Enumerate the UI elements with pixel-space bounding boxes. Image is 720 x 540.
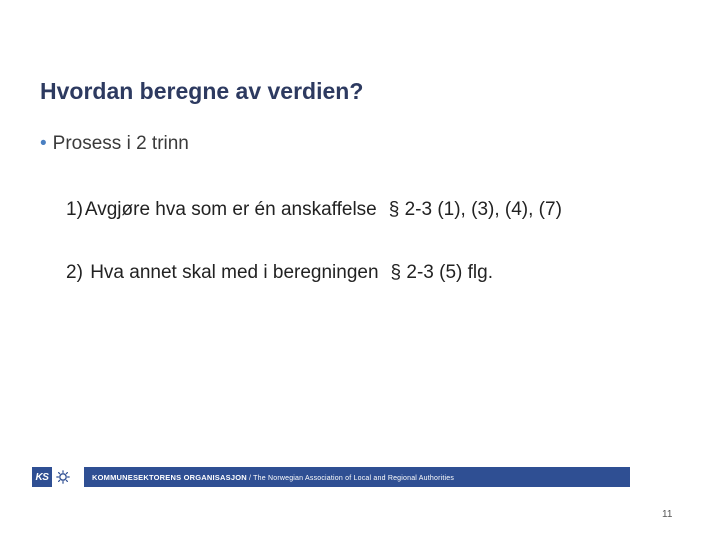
step-number: 1) bbox=[66, 199, 83, 220]
step-text: Avgjøre hva som er én anskaffelse bbox=[84, 199, 377, 220]
step-text: Hva annet skal med i beregningen bbox=[90, 262, 379, 283]
footer-text bbox=[92, 473, 454, 482]
step-reference: § 2-3 (1), (3), (4), (7) bbox=[388, 199, 562, 220]
bullet-text: Prosess i 2 trinn bbox=[52, 133, 189, 154]
bullet-item bbox=[40, 133, 189, 155]
footer-bar bbox=[84, 467, 630, 487]
step-number: 2) bbox=[66, 262, 83, 283]
bullet-marker: • bbox=[40, 133, 47, 154]
sun-icon bbox=[56, 470, 70, 484]
page-number: 11 bbox=[662, 509, 673, 520]
step-item-1 bbox=[66, 199, 562, 221]
footer bbox=[32, 467, 630, 487]
footer-tagline: / The Norwegian Association of Local and Regional Authorities bbox=[246, 474, 455, 482]
footer-organization: KOMMUNESEKTORENS ORGANISASJON bbox=[92, 472, 247, 482]
ks-logo: KS bbox=[32, 467, 52, 487]
slide-title: Hvordan beregne av verdien? bbox=[40, 78, 364, 104]
step-reference: § 2-3 (5) flg. bbox=[390, 262, 493, 283]
step-item-2 bbox=[66, 262, 493, 284]
